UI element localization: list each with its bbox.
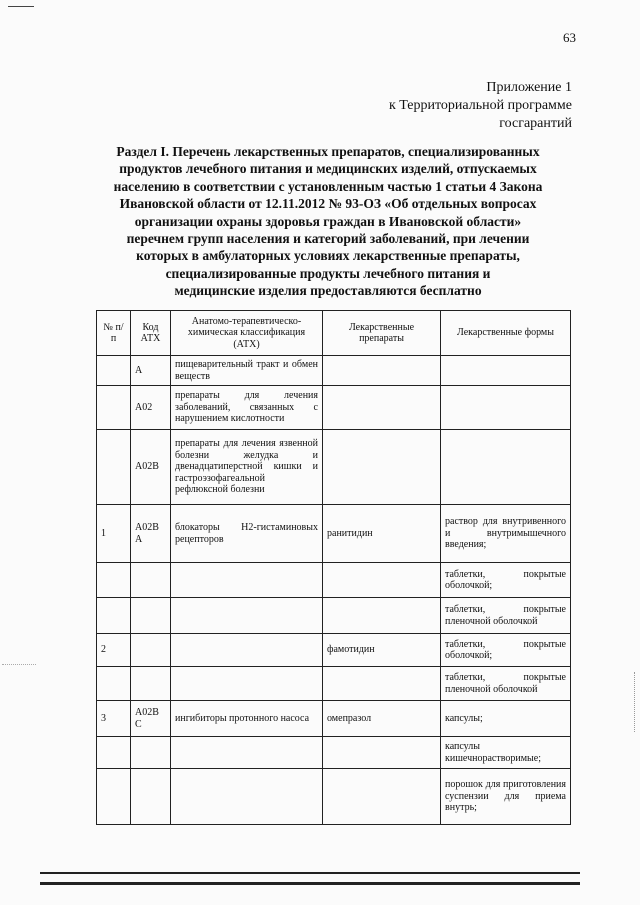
cell-num [97,769,131,825]
table-row [97,769,571,825]
cell-form [441,386,571,430]
appendix-line: Приложение 1 [486,80,572,95]
cell-form: таблетки, покрытые пленочной оболочкой [441,598,571,634]
table-row [97,356,571,386]
title-line: Раздел I. Перечень лекарственных препаратов, специализированных [116,144,540,159]
cell-drug [323,386,441,430]
appendix-note [389,79,572,133]
cell-drug [323,737,441,769]
scan-artifact-line [8,6,34,7]
header-classification: Анатомо-терапевтическо-химическая классификация (АТХ) [171,311,323,356]
cell-num: 2 [97,634,131,667]
cell-classification: препараты для лечения заболеваний, связанных с нарушением кислотности [171,386,323,430]
cell-form: таблетки, покрытые оболочкой; [441,634,571,667]
cell-classification: блокаторы H2-гистаминовых рецепторов [171,505,323,563]
cell-drug [323,769,441,825]
cell-num [97,667,131,701]
title-line: медицинские изделия предоставляются бесплатно [174,283,482,299]
header-forms: Лекарственные формы [441,311,571,356]
cell-atc [131,667,171,701]
cell-form: капсулы; [441,701,571,737]
table-row [97,701,571,737]
table-row [97,386,571,430]
table-row [97,598,571,634]
cell-form: таблетки, покрытые пленочной оболочкой [441,667,571,701]
appendix-line: госгарантий [499,116,572,131]
cell-num [97,598,131,634]
header-drugs: Лекарственные препараты [323,311,441,356]
cell-drug [323,598,441,634]
cell-classification: пищеварительный тракт и обмен веществ [171,356,323,386]
cell-drug [323,563,441,598]
table-header-row [97,311,571,356]
cell-drug [323,430,441,505]
cell-num [97,386,131,430]
cell-form: раствор для внутривенного и внутримышечного введения; [441,505,571,563]
cell-num [97,563,131,598]
cell-num [97,356,131,386]
cell-drug: ранитидин [323,505,441,563]
title-line: организации охраны здоровья граждан в Ивановской области» [134,213,522,229]
cell-form: таблетки, покрытые оболочкой; [441,563,571,598]
cell-drug [323,667,441,701]
cell-num [97,737,131,769]
table-row [97,737,571,769]
cell-drug: фамотидин [323,634,441,667]
cell-num: 3 [97,701,131,737]
table-row [97,634,571,667]
scan-artifact-dots [2,664,36,666]
title-line: перечнем групп населения и категорий заболеваний, при лечении [126,231,530,247]
cell-atc [131,563,171,598]
cell-atc: A02B C [131,701,171,737]
cell-num: 1 [97,505,131,563]
title-line: специализированные продукты лечебного питания и [165,265,491,281]
cell-atc [131,769,171,825]
footer-rule [40,872,580,874]
cell-num [97,430,131,505]
cell-classification: препараты для лечения язвенной болезни желудка и двенадцатиперстной кишки и гастроэзофагеальной рефлюксной болезни [171,430,323,505]
header-atc-code: Код АТХ [131,311,171,356]
cell-classification [171,769,323,825]
cell-atc [131,598,171,634]
title-line: которых в амбулаторных условиях лекарственные препараты, [136,248,520,264]
table-row [97,563,571,598]
cell-classification [171,563,323,598]
cell-classification [171,737,323,769]
cell-atc [131,634,171,667]
cell-classification [171,598,323,634]
table-row [97,430,571,505]
cell-atc: A02 [131,386,171,430]
header-num: № п/п [97,311,131,356]
footer-rule [40,882,580,885]
cell-classification [171,634,323,667]
cell-atc [131,737,171,769]
title-line: Ивановской области от 12.11.2012 № 93-ОЗ «Об отдельных вопросах [119,196,537,212]
cell-atc: A02B A [131,505,171,563]
table-row [97,667,571,701]
cell-form [441,356,571,386]
cell-drug: омепразол [323,701,441,737]
section-title [86,143,570,300]
table-row [97,505,571,563]
scan-artifact-dots [634,672,636,732]
title-line: населению в соответствии с установленным частью 1 статьи 4 Закона [113,178,543,194]
title-line: продуктов лечебного питания и медицинских изделий, отпускаемых [119,161,537,177]
cell-drug [323,356,441,386]
cell-atc: A02B [131,430,171,505]
cell-form [441,430,571,505]
cell-classification: ингибиторы протонного насоса [171,701,323,737]
appendix-line: к Территориальной программе [388,98,572,113]
cell-atc: A [131,356,171,386]
cell-form: капсулы кишечнорастворимые; [441,737,571,769]
cell-classification [171,667,323,701]
drug-list-table [96,310,571,825]
page-number: 63 [563,30,576,45]
cell-form: порошок для приготовления суспензии для приема внутрь; [441,769,571,825]
